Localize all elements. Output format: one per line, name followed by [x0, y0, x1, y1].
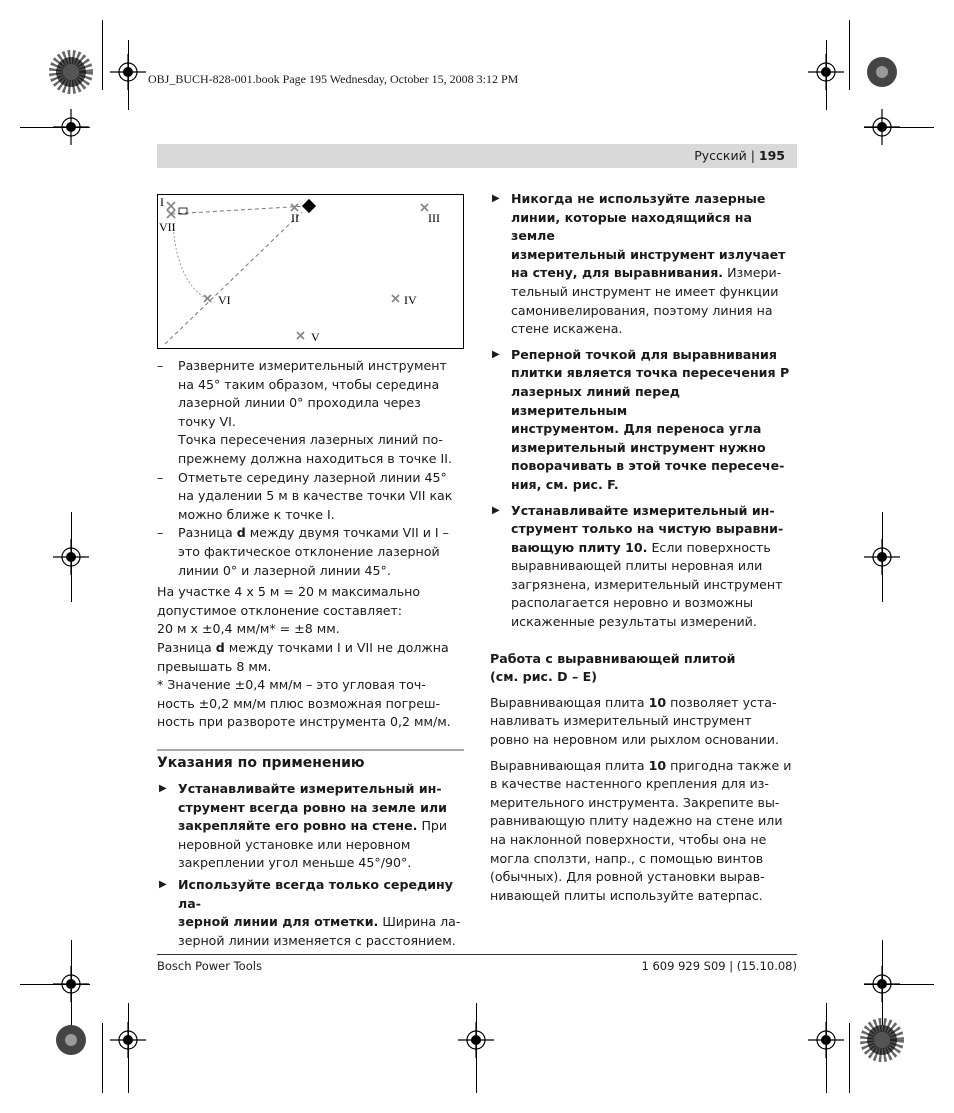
figure-label-i: I	[160, 195, 164, 209]
footer-doc-id: 1 609 929 S09 | (15.10.08)	[641, 959, 797, 973]
warning-bullet-1: ▶ Никогда не используйте лазерные линии, которые находящийся на земле измерительный инструмент излучает на стену, для выравнивания. Измери- тельный инструмент не имеет функции самонивелирования, поэтому линия на стене искажена.	[492, 191, 786, 337]
section-divider	[157, 749, 464, 751]
footnote: * Значение ±0,4 мм/м – это угловая точ- ность ±0,2 мм/м плюс возможная погреш- ность при развороте инструмента 0,2 мм/м.	[157, 677, 451, 730]
figure-label-vii: VII	[159, 220, 176, 234]
print-info-line: OBJ_BUCH-828-001.book Page 195 Wednesday, October 15, 2008 3:12 PM	[148, 72, 519, 86]
header-label: Русский | 195	[694, 148, 785, 163]
warning-bullet-3: ▶ Устанавливайте измерительный ин- струмент только на чистую выравни- вающую плиту 10. Если поверхность выравнивающей плиты неровная или загрязнена, измерительный инструмент располагается неровно и возможны искаженные результаты измерений.	[492, 502, 784, 630]
dash-item-3: – Разница d между двумя точками VII и I – это фактическое отклонение лазерной линии 0° и лазерной линии 45°.	[157, 524, 472, 580]
footer-brand: Bosch Power Tools	[157, 959, 262, 973]
page-number: 195	[758, 148, 785, 163]
dash-item-1: – Разверните измерительный инструмент на 45° таким образом, чтобы середина лазерной линии 0° проходила через точку VI. Точка пересечения лазерных линий по- прежнему должна находиться в точке II.	[157, 357, 472, 469]
figure-label-v: V	[311, 330, 320, 344]
subsection-title: Работа с выравнивающей плитой (см. рис. D – E)	[490, 650, 736, 685]
footer-divider	[157, 954, 797, 955]
header-language: Русский	[694, 148, 747, 163]
figure-label-ii: II	[291, 211, 299, 225]
triangle-bullet-icon: ▶	[492, 193, 500, 204]
figure-label-vi: VI	[218, 293, 231, 307]
triangle-bullet-icon: ▶	[492, 348, 500, 360]
warning-bullet-2: ▶ Реперной точкой для выравнивания плитки является точка пересечения P лазерных линий перед измерительным инструментом. Для переноса угла измерительный инструмент нужно поворачивать в этой точке пересече- ния, см. рис. F.	[492, 346, 790, 492]
triangle-bullet-icon: ▶	[159, 878, 167, 890]
usage-bullet-2: ▶ Используйте всегда только середину ла- зерной линии для отметки. Ширина ла- зерной линии изменяется с расстоянием.	[159, 876, 461, 948]
figure-label-iii: III	[428, 211, 440, 225]
figure-label-iv: IV	[404, 293, 417, 307]
dash-item-2: – Отметьте середину лазерной линии 45° на удалении 5 м в качестве точки VII как можно ближе к точке I.	[157, 469, 472, 525]
right-column	[490, 190, 800, 905]
alignment-figure	[157, 194, 465, 350]
tolerance-paragraph: На участке 4 x 5 м = 20 м максимально допустимое отклонение составляет: 20 м x ±0,4 мм/м* = ±8 мм. Разница d между точками I и VII не должна превышать 8 мм.	[157, 584, 449, 674]
section-title: Указания по применению	[157, 755, 365, 771]
page-header	[157, 144, 797, 168]
triangle-bullet-icon: ▶	[159, 783, 167, 794]
triangle-bullet-icon: ▶	[492, 504, 500, 516]
left-column	[157, 357, 472, 732]
plate-paragraph-1: Выравнивающая плита 10 позволяет уста- навливать измерительный инструмент ровно на неровном или рыхлом основании.	[490, 694, 779, 748]
plate-paragraph-2: Выравнивающая плита 10 пригодна также и в качестве настенного крепления для из- мерительного инструмента. Закрепите вы- равнивающую плиту надежно на стене или на наклонной поверхности, чтобы она не могла сползти, напр., с помощью винтов (обычных). Для ровной установки вырав- нивающей плиты используйте ватерпас.	[490, 757, 792, 903]
usage-bullet-1: ▶ Устанавливайте измерительный ин- струмент всегда ровно на земле или закрепляйте его ровно на стене. При неровной установке или неровном закреплении угол меньше 45°/90°.	[159, 781, 448, 871]
usage-notes	[157, 780, 472, 950]
